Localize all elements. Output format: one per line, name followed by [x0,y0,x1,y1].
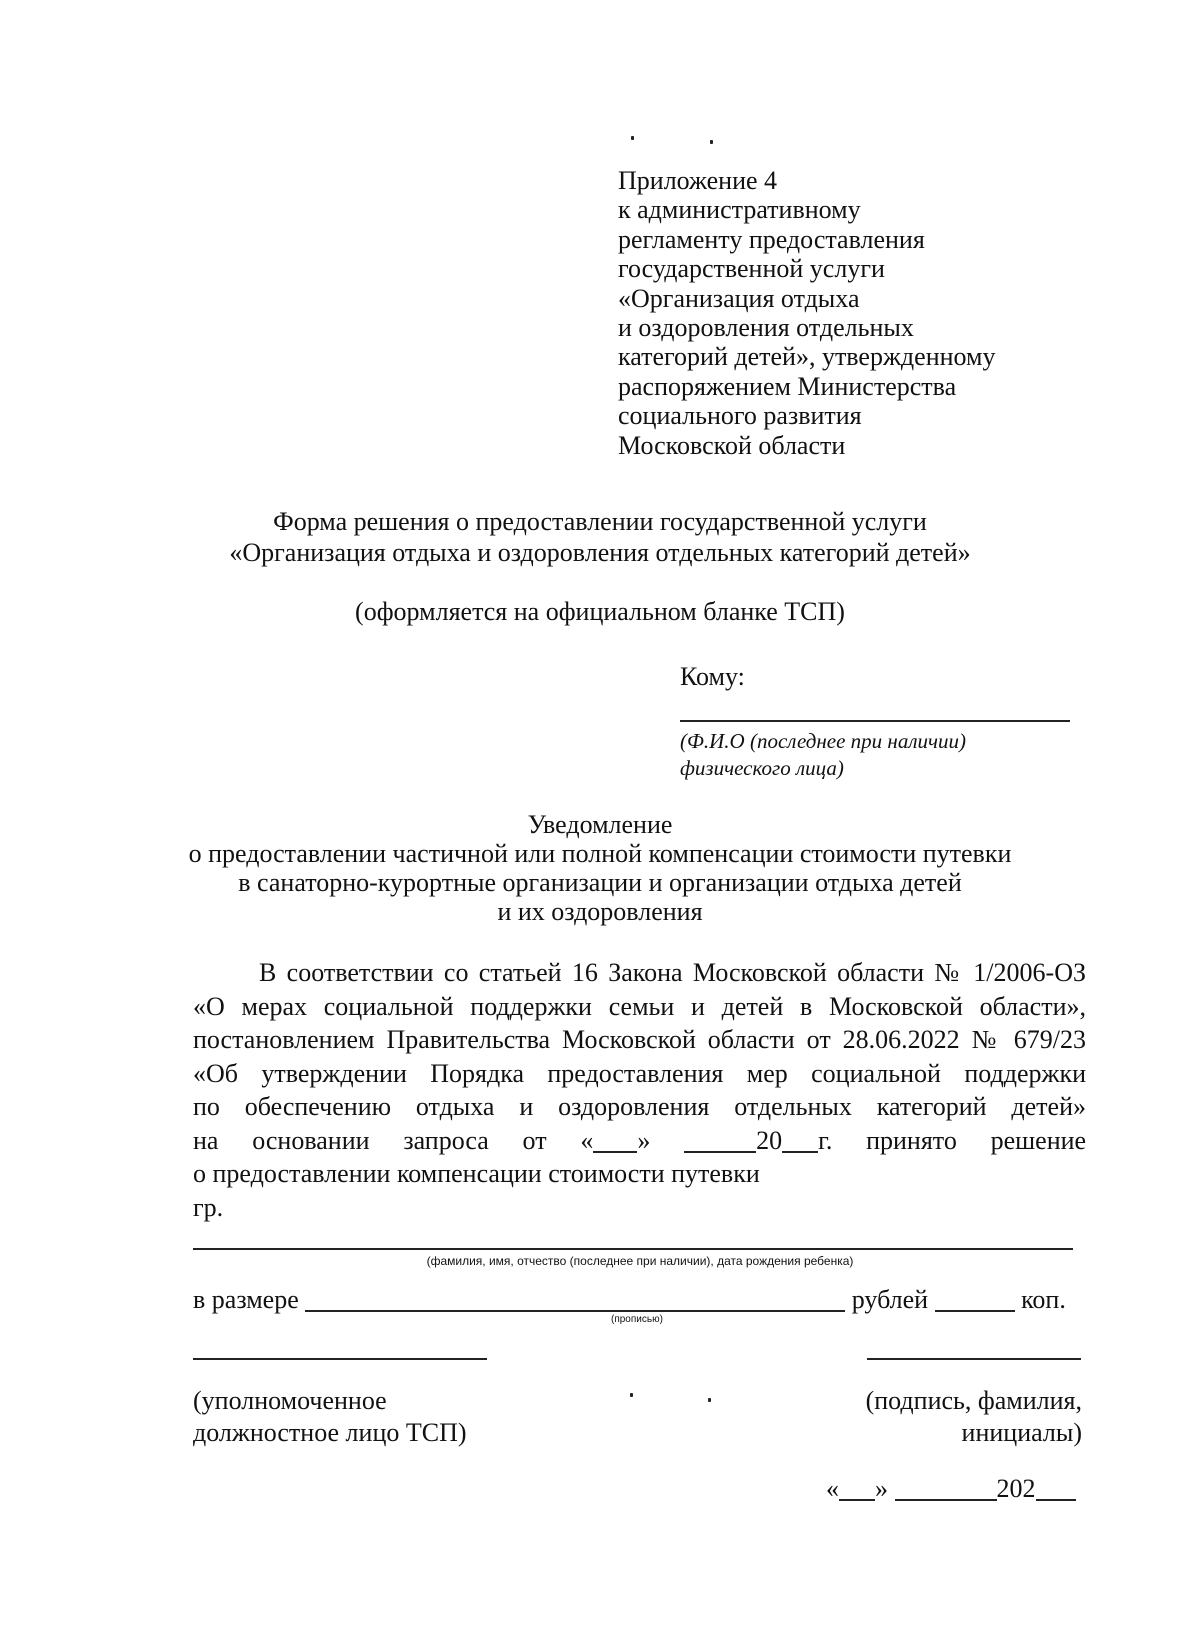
appendix-line: государственной услуги [618,254,885,284]
signature-caption-line: (подпись, фамилия, [865,1386,1082,1415]
recipient-hint [680,728,966,782]
amount-words-field[interactable] [305,1284,845,1312]
decision-date [826,1473,1076,1504]
body-line: постановлением Правительства Московской области от 28.06.2022 № 679/23 [193,1025,1086,1054]
recipient-hint-line: физического лица) [680,756,844,780]
appendix-line: социального развития [618,401,862,431]
kopecks-label: коп. [1021,1285,1066,1314]
scan-speck [708,1398,711,1402]
notice-line: о предоставлении частичной или полной компенсации стоимости путевки [188,839,1012,868]
official-position-field[interactable] [193,1358,487,1360]
notice-title: Уведомление [527,810,673,839]
appendix-line: Приложение 4 [618,166,778,195]
recipient-hint-line: (Ф.И.О (последнее при наличии) [680,729,967,753]
notice-line: и их оздоровления [497,897,703,926]
body-line: «О мерах социальной поддержки семьи и детей в Московской области», [193,991,1086,1021]
scan-speck [630,1393,633,1397]
body-line: о предоставлении компенсации стоимости путевки [193,1159,760,1188]
citizen-prefix: гр. [193,1192,224,1222]
body-line: по обеспечению отдыха и оздоровления отдельных категорий детей» [193,1092,1086,1121]
notice-line: в санаторно-курортные организации и организации отдыха детей [238,868,962,897]
rubles-label: рублей [851,1285,929,1314]
quote-open: « [826,1474,839,1503]
request-year-prefix: 20 [756,1125,783,1155]
appendix-line: и оздоровления отдельных [618,313,914,343]
word: запроса [403,1125,489,1155]
official-caption [193,1385,467,1449]
scan-speck [710,140,713,144]
appendix-header [618,166,1118,460]
kopecks-field[interactable] [935,1284,1015,1312]
appendix-line: к административному [618,195,861,225]
quote-close: » [875,1474,888,1503]
scan-speck [631,136,634,140]
body-line: В соответствии со статьей 16 Закона Московской области № 1/2006-ОЗ [259,958,1086,987]
amount-row [193,1284,1083,1315]
appendix-line: категорий детей», утвержденному [618,342,996,372]
request-year-field[interactable] [782,1125,818,1153]
recipient-label: Кому: [680,662,745,691]
amount-words-hint: (прописью) [611,1314,663,1325]
appendix-line: «Организация отдыха [618,283,860,313]
word: решение [990,1125,1087,1155]
decision-year-prefix: 202 [996,1474,1036,1503]
form-title-line: Форма решения о предоставлении государственной услуги [273,507,927,536]
child-name-hint: (фамилия, имя, отчество (последнее при наличии), дата рождения ребенка) [426,1254,854,1268]
official-caption-line: должностное лицо ТСП) [193,1418,467,1447]
quote-open: « [580,1125,594,1155]
body-line-request [193,1124,1086,1158]
appendix-line: Московской области [618,430,846,460]
request-day-field[interactable] [593,1125,637,1153]
request-month-field[interactable] [684,1125,756,1153]
blank-note: (оформляется на официальном бланке ТСП) [355,597,845,626]
body-paragraph [193,956,1086,1224]
signature-caption [820,1385,1082,1449]
request-date [580,1126,650,1155]
appendix-line: распоряжением Министерства [618,371,957,401]
year-abbrev: г. [818,1125,833,1155]
quote-close: » [637,1125,651,1155]
word: принято [866,1125,957,1155]
notice-heading [0,810,1200,926]
appendix-line: регламенту предоставления [618,224,925,254]
amount-label: в размере [193,1285,299,1314]
request-month-year [684,1126,832,1155]
signature-field[interactable] [867,1358,1081,1360]
form-title [0,506,1200,568]
form-title-line: «Организация отдыха и оздоровления отдельных категорий детей» [229,538,971,567]
signature-caption-line: инициалы) [961,1418,1082,1447]
child-name-field[interactable] [193,1248,1073,1250]
official-caption-line: (уполномоченное [193,1386,387,1415]
decision-day-field[interactable] [839,1473,875,1501]
recipient-field[interactable] [680,720,1070,722]
word: на [193,1125,219,1155]
word: основании [252,1125,370,1155]
word: от [522,1125,547,1155]
decision-month-field[interactable] [895,1473,997,1501]
body-line: «Об утверждении Порядка предоставления мер социальной поддержки [193,1058,1086,1088]
decision-year-field[interactable] [1036,1473,1076,1501]
